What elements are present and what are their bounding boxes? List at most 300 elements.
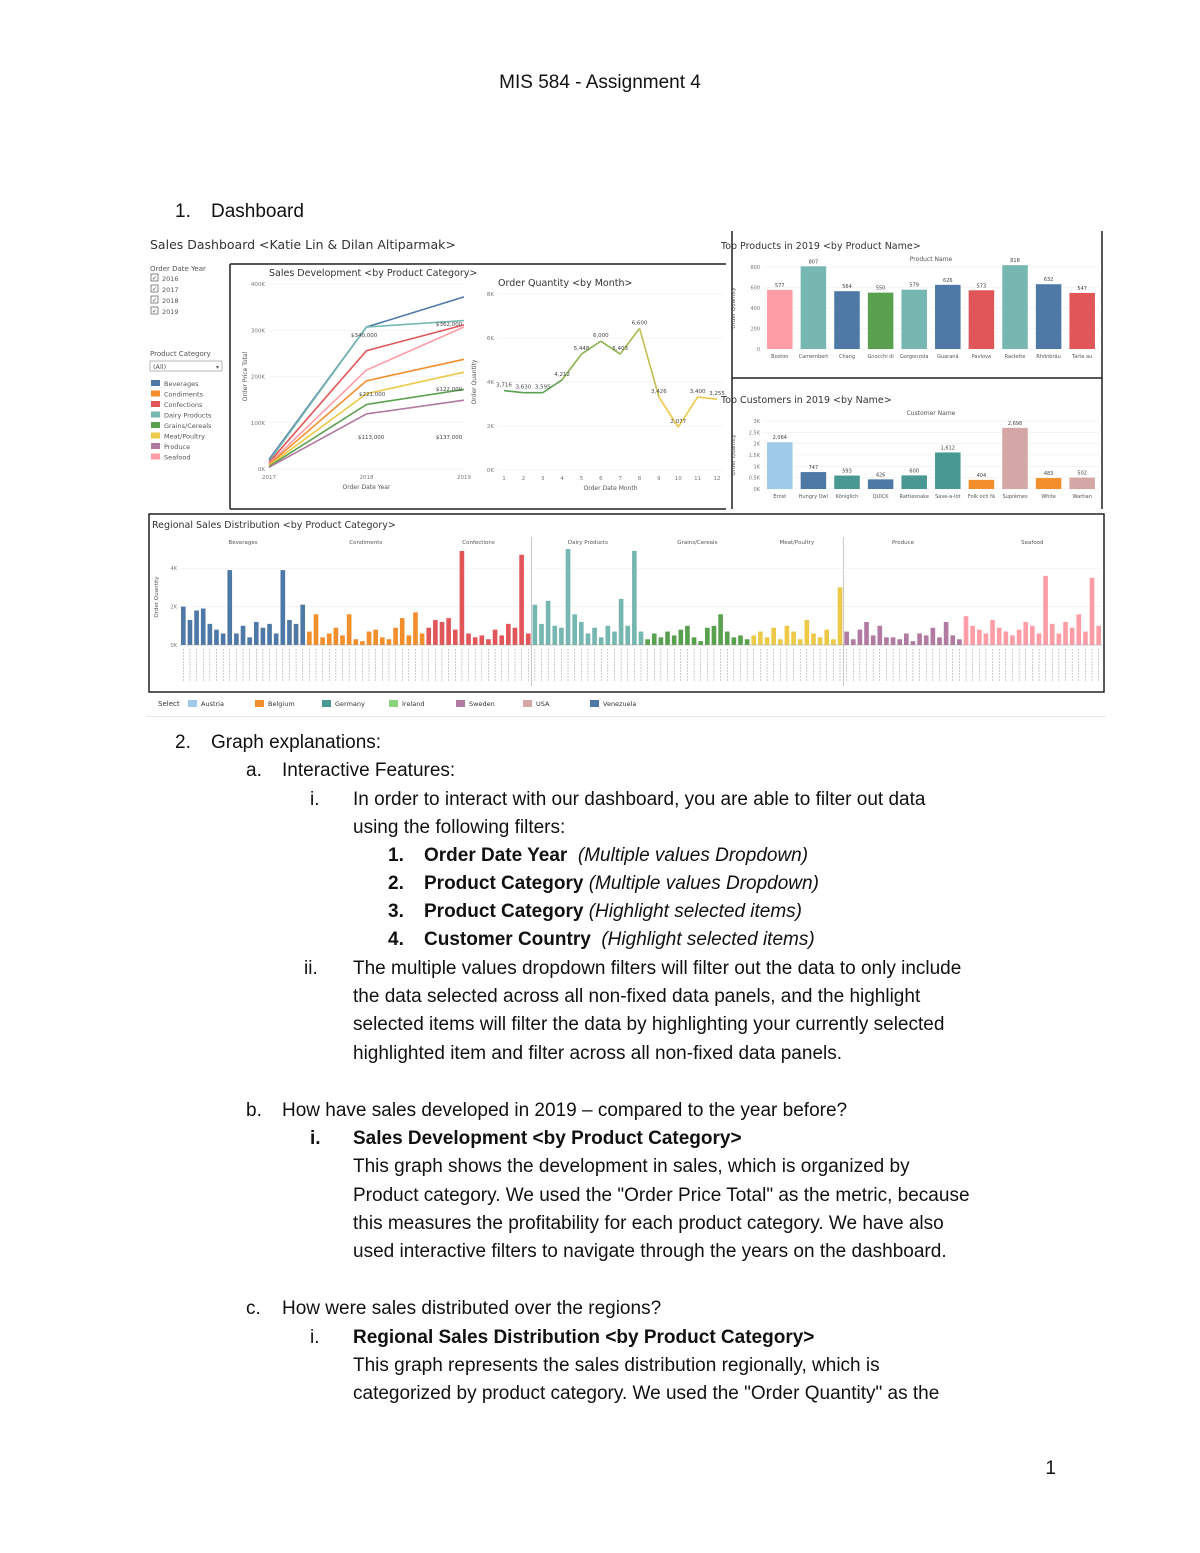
series-segment: [698, 397, 717, 399]
filter-1-note: (Multiple values Dropdown): [577, 845, 809, 866]
bar: [935, 285, 961, 349]
bar: [901, 475, 927, 489]
year-option-label: 2018: [162, 297, 179, 305]
y-tick-label: 600: [750, 285, 760, 292]
bar: [1063, 622, 1068, 645]
x-tick-label: Suprêmes: [1002, 494, 1028, 500]
data-label: 547: [1077, 285, 1087, 292]
panel-label: Confections: [462, 540, 495, 546]
series-line: [269, 400, 464, 467]
item-bi-line-3: this measures the profitability for each product category. We have also: [353, 1213, 944, 1234]
checkmark-icon: ✓: [152, 308, 158, 315]
item-c-marker: c.: [246, 1298, 261, 1319]
bar: [413, 612, 418, 645]
data-label: $137,000: [436, 435, 463, 441]
country-legend-label: Belgium: [268, 700, 295, 708]
y-tick-label: 100K: [250, 420, 265, 427]
category-legend-label: Condiments: [164, 390, 203, 399]
bar: [400, 618, 405, 645]
category-swatch: [151, 401, 160, 407]
country-swatch: [389, 700, 398, 707]
data-label: 564: [842, 284, 852, 291]
data-label: 550: [875, 285, 886, 292]
panel-label: Meat/Poultry: [779, 540, 815, 546]
bar: [751, 635, 756, 645]
bar: [834, 476, 860, 489]
x-tick-label: Chang: [838, 354, 856, 360]
data-label: 579: [909, 282, 919, 289]
bar: [944, 622, 949, 645]
country-legend-label: USA: [536, 700, 550, 708]
bar: [937, 637, 942, 645]
bar: [824, 630, 829, 645]
bar: [1096, 626, 1101, 645]
bar: [327, 633, 332, 645]
bar: [864, 622, 869, 645]
checkmark-icon: ✓: [152, 286, 158, 293]
bar: [718, 614, 723, 645]
x-tick-label: Folk och fä: [967, 494, 995, 500]
bar: [801, 266, 827, 349]
x-tick-label: 12: [713, 476, 721, 482]
bar: [712, 626, 717, 645]
bar: [586, 633, 591, 645]
filter-1-name: Order Date Year: [424, 845, 568, 866]
bar: [1069, 478, 1095, 489]
bar: [334, 628, 339, 645]
item-b-marker: b.: [246, 1100, 262, 1121]
filter-3: [424, 898, 802, 926]
bar: [868, 293, 894, 349]
bar: [771, 628, 776, 645]
bar: [911, 641, 916, 645]
x-tick-label: Pavlova: [971, 354, 992, 360]
bar: [433, 620, 438, 645]
item-ci-heading: Regional Sales Distribution <by Product Category>: [353, 1327, 815, 1348]
bar: [320, 637, 325, 645]
item-a-marker: a.: [246, 760, 262, 781]
chevron-down-icon: ▾: [216, 364, 220, 371]
bar: [798, 639, 803, 645]
bar: [805, 620, 810, 645]
bar: [201, 609, 206, 645]
frame-regional: [149, 514, 1104, 692]
y-tick-label: 4K: [486, 380, 494, 386]
bar: [652, 633, 657, 645]
y-tick-label: 0.5K: [748, 475, 760, 482]
x-tick-label: Guaraná: [937, 354, 959, 360]
filter-1-number: 1.: [388, 845, 404, 866]
bar: [420, 633, 425, 645]
bar: [1076, 614, 1081, 645]
category-legend-label: Dairy Products: [164, 411, 212, 420]
y-tick-label: 2K: [486, 424, 494, 430]
bar: [935, 452, 961, 489]
category-swatch: [151, 391, 160, 397]
bar: [367, 632, 372, 645]
item-ci-line-1: This graph represents the sales distribution regionally, which is: [353, 1355, 880, 1376]
y-axis-label: Order Quantity: [731, 434, 737, 476]
bar: [599, 637, 604, 645]
bar: [1036, 478, 1062, 489]
dashboard-title: Sales Dashboard <Katie Lin & Dilan Altiparmak>: [150, 237, 456, 252]
y-tick-label: 200: [750, 326, 760, 333]
bar: [969, 480, 995, 489]
x-tick-label: Hungry Owl: [798, 494, 829, 500]
bar: [194, 610, 199, 645]
bar: [969, 290, 995, 349]
item-ai-line-1: In order to interact with our dashboard, you are able to filter out data: [353, 789, 926, 810]
x-tick-label: 4: [560, 476, 564, 482]
bar: [858, 630, 863, 645]
bar: [1036, 284, 1062, 349]
category-legend-label: Meat/Poultry: [164, 432, 205, 441]
bar: [426, 628, 431, 645]
y-axis-label: Order Quantity: [154, 576, 160, 618]
x-tick-label: 3: [540, 476, 545, 482]
bar: [1069, 293, 1095, 349]
y-tick-label: 2.5K: [748, 430, 760, 437]
item-ai-marker: i.: [310, 789, 320, 810]
bar: [891, 637, 896, 645]
data-label: $122,000: [436, 387, 463, 393]
x-tick-label: Rhönbräu: [1036, 354, 1061, 360]
y-axis-label: Order Price Total: [242, 351, 249, 402]
data-label: 426: [875, 472, 886, 479]
bar: [632, 551, 637, 645]
panel-label: Dairy Products: [567, 540, 609, 546]
bar: [672, 635, 677, 645]
category-legend-label: Produce: [164, 443, 191, 451]
bar: [767, 442, 793, 489]
chart-header: Product Name: [909, 256, 953, 263]
bar: [1010, 635, 1015, 645]
x-tick-label: 2019: [457, 475, 471, 481]
x-tick-label: 2018: [359, 475, 374, 481]
bar: [901, 290, 927, 349]
data-label: 3,400: [689, 389, 706, 396]
bar: [307, 632, 312, 645]
x-tick-label: 5: [579, 476, 584, 482]
item-bi-heading: Sales Development <by Product Category>: [353, 1128, 742, 1149]
bar: [552, 626, 557, 645]
panel-label: Beverages: [228, 540, 258, 546]
bar: [493, 630, 498, 645]
bar: [732, 637, 737, 645]
bar: [645, 639, 650, 645]
top-customers-chart: [720, 395, 1099, 500]
panel-label: Seafood: [1021, 540, 1044, 546]
bar: [990, 620, 995, 645]
bar: [877, 626, 882, 645]
filter-3-name: Product Category: [424, 901, 584, 922]
bar: [745, 639, 750, 645]
bar: [868, 479, 894, 489]
order-quantity-chart: [471, 278, 725, 492]
data-label: 577: [775, 282, 785, 289]
filter-3-number: 3.: [388, 901, 404, 922]
y-tick-label: 0K: [257, 467, 265, 473]
x-tick-label: Ernst: [773, 494, 787, 500]
data-label: 632: [1043, 277, 1054, 284]
regional-sales-chart: [152, 520, 1102, 686]
country-legend-label: Ireland: [402, 700, 425, 708]
bar: [380, 637, 385, 645]
category-swatch: [151, 380, 160, 386]
country-legend-label: Austria: [201, 700, 224, 708]
item-aii-marker: ii.: [304, 958, 318, 979]
category-legend-label: Confections: [164, 401, 203, 409]
bar: [506, 624, 511, 645]
bar: [791, 632, 796, 645]
bar: [950, 635, 955, 645]
bar: [851, 639, 856, 645]
x-tick-label: 2: [521, 476, 526, 482]
bar: [917, 633, 922, 645]
bar: [440, 622, 445, 645]
bar: [1037, 633, 1042, 645]
bar: [181, 607, 186, 645]
bar: [685, 626, 690, 645]
category-swatch: [151, 412, 160, 418]
bar: [473, 637, 478, 645]
bar: [208, 624, 213, 645]
y-tick-label: 6K: [486, 336, 494, 342]
bar: [314, 614, 319, 645]
y-axis-label: Order Quantity: [731, 287, 737, 329]
bar: [539, 624, 544, 645]
x-tick-label: 1: [502, 476, 506, 482]
x-tick-label: White: [1041, 494, 1056, 500]
item-aii-line-1: The multiple values dropdown filters will filter out the data to only include: [353, 958, 962, 979]
bar: [572, 614, 577, 645]
filter-1: [424, 842, 808, 870]
bar: [924, 635, 929, 645]
panel-label: Grains/Cereals: [677, 540, 718, 546]
y-tick-label: 0K: [486, 468, 494, 474]
bar: [665, 632, 670, 645]
bar: [267, 624, 272, 645]
country-legend[interactable]: [188, 700, 636, 708]
bar: [1003, 632, 1008, 645]
bar: [519, 555, 524, 645]
y-tick-label: 1.5K: [748, 453, 760, 459]
bar: [659, 637, 664, 645]
x-tick-label: Wartian: [1072, 494, 1092, 500]
item-bi-line-2: Product category. We used the "Order Price Total" as the metric, because: [353, 1185, 970, 1206]
bar: [692, 637, 697, 645]
data-label: $113,000: [358, 435, 385, 441]
top-products-chart: [720, 241, 1099, 360]
bar: [1023, 622, 1028, 645]
bar: [214, 630, 219, 645]
x-axis-label: Order Date Year: [342, 484, 391, 491]
bar: [964, 616, 969, 645]
bar: [300, 605, 305, 645]
category-swatch: [151, 454, 160, 460]
data-label: 807: [808, 259, 819, 266]
chart-title: Top Products in 2019 <by Product Name>: [721, 241, 921, 252]
year-option-label: 2019: [162, 308, 179, 316]
bar: [407, 635, 412, 645]
bar: [254, 622, 259, 645]
bar: [453, 630, 458, 645]
series-line: [269, 359, 464, 464]
category-legend-label: Beverages: [164, 380, 199, 388]
series-segment: [640, 328, 659, 397]
x-tick-label: 8: [637, 476, 642, 482]
filter-year-label: Order Date Year: [150, 265, 206, 273]
bar: [347, 614, 352, 645]
bar: [446, 618, 451, 645]
data-label: $362,000: [436, 322, 463, 328]
bar: [221, 633, 226, 645]
bar: [533, 605, 538, 645]
bar: [294, 624, 299, 645]
country-swatch: [523, 700, 532, 707]
data-label: 3,255: [709, 391, 725, 398]
y-tick-label: 400: [750, 306, 760, 312]
bar: [460, 551, 465, 645]
x-axis-label: Order Date Month: [583, 485, 638, 492]
bar: [778, 639, 783, 645]
category-swatch: [151, 422, 160, 428]
item-ai-line-2: using the following filters:: [353, 817, 566, 838]
item-ci-line-2: categorized by product category. We used the "Order Quantity" as the: [353, 1383, 940, 1404]
filter-4-name: Customer Country: [424, 929, 591, 950]
bar: [1083, 632, 1088, 645]
x-tick-label: Boston: [771, 354, 789, 360]
data-label: 2,698: [1007, 420, 1023, 427]
data-label: $221,000: [359, 392, 386, 398]
bar: [1002, 265, 1028, 349]
y-tick-label: 4K: [170, 566, 177, 573]
data-label: 600: [909, 468, 919, 475]
data-label: 3,630: [515, 384, 532, 391]
panel-label: Produce: [891, 540, 915, 546]
country-legend-label: Germany: [335, 700, 365, 708]
bar: [904, 633, 909, 645]
filter-3-note: (Highlight selected items): [588, 901, 803, 922]
data-label: 483: [1043, 471, 1054, 478]
filter-4: [424, 926, 815, 954]
item-bi-line-1: This graph shows the development in sales, which is organized by: [353, 1156, 910, 1177]
bar: [280, 570, 285, 645]
bar: [546, 601, 551, 645]
y-tick-label: 3K: [753, 419, 760, 425]
section-1-title: Dashboard: [211, 201, 304, 222]
bar: [592, 628, 597, 645]
data-label: 5,448: [573, 346, 590, 353]
x-tick-label: Gorgonzola: [899, 354, 929, 360]
data-label: 3,716: [496, 382, 512, 389]
bar: [758, 632, 763, 645]
country-swatch: [322, 700, 331, 707]
bar: [373, 630, 378, 645]
x-tick-label: Gnocchi di: [867, 354, 894, 360]
item-ci-marker: i.: [310, 1327, 320, 1348]
bar: [984, 633, 989, 645]
bar: [678, 630, 683, 645]
bar: [834, 291, 860, 349]
bar: [241, 626, 246, 645]
bar: [261, 628, 266, 645]
y-tick-label: 0K: [753, 487, 760, 493]
data-label: 404: [976, 472, 987, 479]
x-tick-label: 9: [657, 476, 661, 482]
x-tick-label: 6: [599, 476, 603, 482]
filter-2-name: Product Category: [424, 873, 584, 894]
bar: [705, 628, 710, 645]
bar: [1017, 630, 1022, 645]
item-bi-line-4: used interactive filters to navigate through the years on the dashboard.: [353, 1241, 947, 1262]
chart-title: Order Quantity <by Month>: [498, 278, 633, 289]
filter-year-options[interactable]: [151, 274, 179, 316]
category-legend[interactable]: [151, 380, 212, 462]
section-1-number: 1.: [175, 201, 191, 222]
bar: [1070, 628, 1075, 645]
bar: [606, 626, 611, 645]
bar: [818, 637, 823, 645]
y-tick-label: 1K: [753, 464, 760, 471]
data-label: 4,212: [554, 371, 570, 378]
bar: [871, 635, 876, 645]
section-2-number: 2.: [175, 732, 191, 753]
bar: [838, 587, 843, 645]
x-tick-label: 2017: [262, 475, 276, 481]
country-legend-label: Venezuela: [603, 700, 637, 708]
country-swatch: [456, 700, 465, 707]
bar: [466, 633, 471, 645]
item-aii-line-2: the data selected across all non-fixed data panels, and the highlight: [353, 986, 921, 1007]
data-label: 6,600: [631, 320, 648, 327]
country-legend-label: Select: [158, 700, 180, 708]
bar: [1057, 633, 1062, 645]
y-tick-label: 0: [756, 347, 760, 353]
category-swatch: [151, 443, 160, 449]
bar: [725, 632, 730, 645]
bar: [785, 626, 790, 645]
bar: [340, 635, 345, 645]
bar: [559, 628, 564, 645]
filter-category-value: (All): [153, 363, 167, 371]
bar: [801, 472, 827, 489]
filter-2-note: (Multiple values Dropdown): [588, 873, 819, 894]
item-c-title: How were sales distributed over the regions?: [282, 1298, 662, 1319]
filter-4-number: 4.: [388, 929, 404, 950]
bar: [844, 632, 849, 645]
x-tick-label: Camembert: [798, 354, 829, 360]
chart-title: Sales Development <by Product Category>: [269, 268, 478, 279]
bar: [1043, 576, 1048, 645]
y-tick-label: 2K: [170, 604, 177, 611]
bar: [625, 626, 630, 645]
item-a-title: Interactive Features:: [282, 760, 456, 781]
y-tick-label: 300K: [250, 328, 265, 335]
x-tick-label: Save-a-lot: [935, 494, 961, 500]
y-tick-label: 0K: [170, 643, 177, 649]
chart-title: Regional Sales Distribution <by Product Category>: [152, 520, 396, 531]
country-swatch: [590, 700, 599, 707]
bar: [977, 630, 982, 645]
year-option-label: 2017: [162, 286, 179, 294]
y-tick-label: 2K: [753, 441, 760, 448]
bar: [287, 620, 292, 645]
data-label: $340,000: [351, 333, 378, 339]
country-swatch: [188, 700, 197, 707]
bar: [566, 549, 571, 645]
bar: [227, 570, 232, 645]
